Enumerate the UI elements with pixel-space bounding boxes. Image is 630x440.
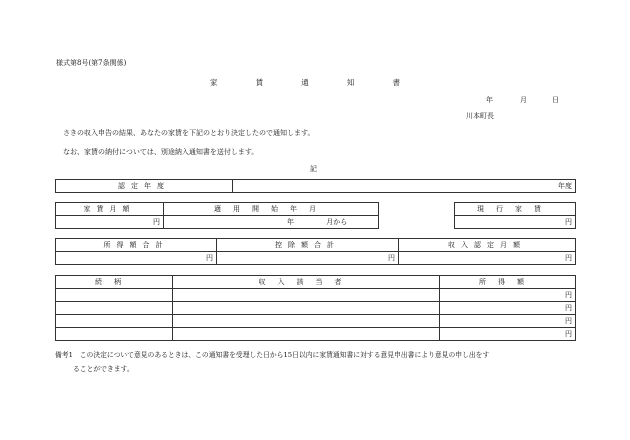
date-day: 日 <box>552 96 559 104</box>
spacer <box>379 203 455 216</box>
certification-year-table <box>55 179 576 193</box>
deduction-total-label: 控除額合計 <box>217 239 399 252</box>
cert-year-label: 認定年度 <box>56 180 233 193</box>
table-row <box>56 289 576 302</box>
income-table <box>55 238 576 265</box>
body-line-1: さきの収入申告の結果、あなたの家賃を下記のとおり決定したので通知します。 <box>63 129 315 137</box>
title-char: 通 <box>301 78 309 87</box>
note-line-1: 備考1 この決定について意見のあるときは、この通知書を受理した日から15日以内に家賃通知書に対する意見申出書により意見の申し出をす <box>55 351 490 359</box>
relation-cell <box>56 302 173 315</box>
note-line-2: ることができます。 <box>73 365 134 373</box>
earner-header: 収入該当者 <box>173 276 440 289</box>
earner-cell <box>173 328 440 341</box>
title-char: 賃 <box>255 78 264 87</box>
date-month: 月 <box>520 96 527 104</box>
income-cell: 円 <box>440 302 576 315</box>
income-cell: 円 <box>440 289 576 302</box>
start-year: 年 <box>287 218 294 226</box>
relation-cell <box>56 328 173 341</box>
relation-cell <box>56 289 173 302</box>
issuer: 川本町長 <box>466 112 494 120</box>
income-total-value: 円 <box>56 252 217 265</box>
current-rent-label: 現行家賃 <box>455 203 576 216</box>
start-month: 月から <box>326 218 348 226</box>
rent-label: 家賃月額 <box>56 203 164 216</box>
table-row <box>56 302 576 315</box>
deduction-total-value: 円 <box>217 252 399 265</box>
table-row <box>56 328 576 341</box>
certified-income-value: 円 <box>399 252 576 265</box>
title-char: 知 <box>346 78 355 87</box>
start-value <box>164 216 379 229</box>
household-table <box>55 275 576 341</box>
earner-cell <box>173 315 440 328</box>
income-cell: 円 <box>440 328 576 341</box>
document-title <box>210 77 400 88</box>
title-char: 家 <box>210 78 218 87</box>
body-line-2: なお、家賃の納付については、別途納入通知書を送付します。 <box>63 148 259 156</box>
relation-cell <box>56 315 173 328</box>
start-label: 適用開始年月 <box>164 203 379 216</box>
rent-value: 円 <box>56 216 164 229</box>
income-header: 所得額 <box>440 276 576 289</box>
income-cell: 円 <box>440 315 576 328</box>
ki-heading: 記 <box>310 165 317 173</box>
earner-cell <box>173 289 440 302</box>
title-char: 書 <box>392 78 400 87</box>
current-rent-value: 円 <box>455 216 576 229</box>
date-year: 年 <box>486 96 493 104</box>
rent-table <box>55 202 576 229</box>
earner-cell <box>173 302 440 315</box>
spacer <box>379 216 455 229</box>
cert-year-value: 年度 <box>233 180 576 193</box>
income-total-label: 所得額合計 <box>56 239 217 252</box>
table-row <box>56 315 576 328</box>
certified-income-label: 収入認定月額 <box>399 239 576 252</box>
form-number: 様式第8号(第7条関係) <box>56 59 127 67</box>
relation-header: 続柄 <box>56 276 173 289</box>
